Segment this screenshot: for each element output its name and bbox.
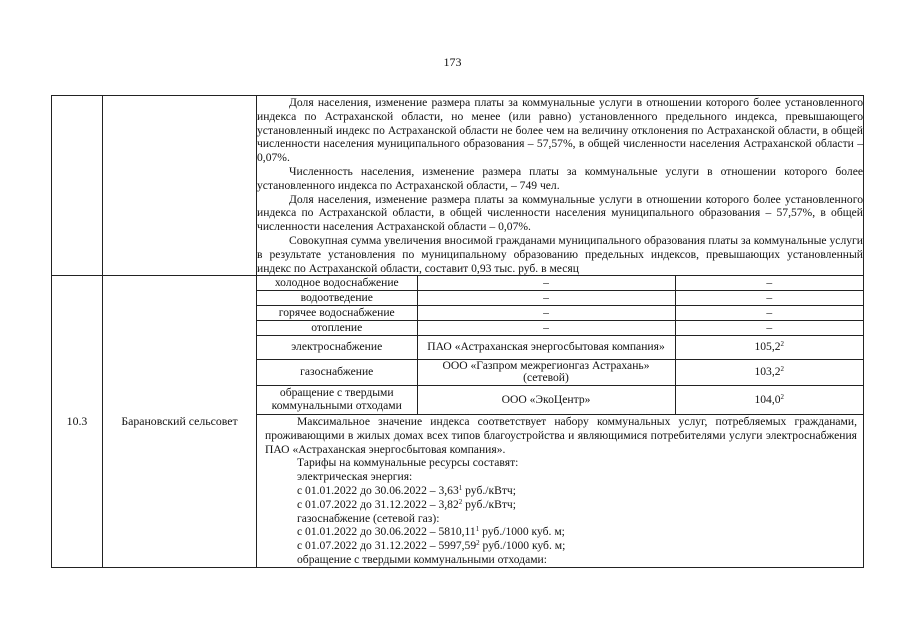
service-index — [675, 359, 863, 385]
tariff-text: руб./кВтч; — [462, 484, 516, 498]
service-provider: ООО «ЭкоЦентр» — [417, 386, 675, 415]
footnote-mark: 1 — [458, 484, 463, 493]
tariffs-text — [257, 415, 863, 567]
table-row — [257, 305, 863, 320]
service-name: электроснабжение — [257, 335, 417, 359]
service-index — [675, 290, 863, 305]
tariff-line — [265, 539, 857, 553]
page-number: 173 — [443, 55, 462, 69]
index-value: – — [766, 320, 773, 334]
footnote-mark: 1 — [475, 525, 480, 534]
municipality-name: Барановский сельсовет — [103, 276, 257, 567]
index-value: 104,0 — [754, 392, 781, 406]
table-row-baranovsky — [52, 276, 864, 567]
footnote-mark: 2 — [476, 539, 480, 548]
footnote-mark: 2 — [780, 340, 785, 349]
footnote-mark: 2 — [780, 365, 785, 374]
service-index — [675, 305, 863, 320]
tariff-line — [265, 470, 857, 484]
tariff-line — [265, 553, 857, 567]
cell-number-empty — [52, 96, 103, 276]
tariff-text: руб./1000 куб. м; — [479, 525, 565, 539]
population-share-text — [257, 96, 864, 276]
tariff-line — [265, 456, 857, 470]
service-name: горячее водоснабжение — [257, 305, 417, 320]
footnote-mark: 2 — [458, 497, 463, 506]
index-value: 105,2 — [754, 340, 781, 354]
index-value: – — [766, 275, 773, 289]
service-name: водоотведение — [257, 290, 417, 305]
service-name: холодное водоснабжение — [257, 276, 417, 290]
service-provider: – — [417, 290, 675, 305]
service-name: обращение с твердыми коммунальными отходами — [257, 386, 417, 415]
service-index — [675, 386, 863, 415]
tariff-text: с 01.07.2022 до 31.12.2022 – 3,82 — [297, 497, 459, 511]
tariff-text: руб./кВтч; — [462, 497, 516, 511]
tariff-text: руб./1000 куб. м; — [479, 539, 566, 553]
table-row — [257, 290, 863, 305]
tariff-line — [265, 512, 857, 526]
tariff-text: обращение с твердыми коммунальными отходами: — [297, 553, 547, 567]
service-provider: ООО «Газпром межрегионгаз Астрахань» (сетевой) — [417, 359, 675, 385]
table-row — [257, 386, 863, 415]
tariff-line — [265, 484, 857, 498]
service-index — [675, 320, 863, 335]
service-provider: – — [417, 305, 675, 320]
footnote-mark: 2 — [780, 392, 785, 401]
table-row — [257, 276, 863, 290]
details-cell — [257, 276, 864, 567]
index-value: – — [766, 305, 773, 319]
service-index — [675, 335, 863, 359]
service-name: газоснабжение — [257, 359, 417, 385]
paragraph: Совокупная сумма увеличения вносимой гражданами муниципального образования платы за коммунальные услуги в результате установления по муниципальному образованию предельных индексов, превышающих установленный индекс по Астраханской области, составит 0,93 тыс. руб. в месяц — [257, 233, 863, 275]
service-index — [675, 276, 863, 290]
cell-name-empty — [103, 96, 257, 276]
tariff-text: с 01.07.2022 до 31.12.2022 – 5997,59 — [297, 539, 477, 553]
tariff-heading: Тарифы на коммунальные ресурсы составят: — [297, 456, 519, 470]
paragraph: Доля населения, изменение размера платы за коммунальные услуги в отношении которого более установленного индекса по Астраханской области, в общей численности населения муниципального образования – 57,57%, в общей численности населения Астраханской области – 0,07%. — [257, 192, 863, 234]
table-row — [257, 359, 863, 385]
tariff-text: газоснабжение (сетевой газ): — [297, 511, 440, 525]
tariff-line — [265, 525, 857, 539]
tariff-line — [265, 498, 857, 512]
paragraph: Доля населения, изменение размера платы за коммунальные услуги в отношении которого более установленного индекса по Астраханской области, но менее (или равно) установленного предельного индекса, превышающего установленный индекс по Астраханской области не более чем на величину отклонения по Астраханской области, в общей численности населения муниципального образования – 57,57%, в общей численности населения Астраханской области – 0,07%. — [257, 96, 863, 165]
table-row — [257, 320, 863, 335]
row-number: 10.3 — [52, 276, 103, 567]
table-row-previous — [52, 96, 864, 276]
tariff-text: с 01.01.2022 до 30.06.2022 – 3,63 — [297, 484, 459, 498]
tariff-text: электрическая энергия: — [297, 470, 413, 484]
document-table — [51, 95, 864, 568]
paragraph: Численность населения, изменение размера платы за коммунальные услуги в отношении которого более установленного индекса по Астраханской области, – 749 чел. — [257, 164, 863, 192]
tariff-text: с 01.01.2022 до 30.06.2022 – 5810,11 — [297, 525, 476, 539]
service-provider: – — [417, 320, 675, 335]
paragraph: Максимальное значение индекса соответствует набору коммунальных услуг, потребляемых гражданами, проживающими в жилых домах всех типов благоустройства и являющимися потребителями услуги электроснабжения ПАО «Астраханская энергосбытовая компания». — [265, 415, 857, 456]
service-provider: ПАО «Астраханская энергосбытовая компания» — [417, 335, 675, 359]
index-value: – — [766, 290, 773, 304]
service-provider: – — [417, 276, 675, 290]
table-row — [257, 335, 863, 359]
service-name: отопление — [257, 320, 417, 335]
services-table — [257, 276, 863, 415]
index-value: 103,2 — [754, 365, 781, 379]
